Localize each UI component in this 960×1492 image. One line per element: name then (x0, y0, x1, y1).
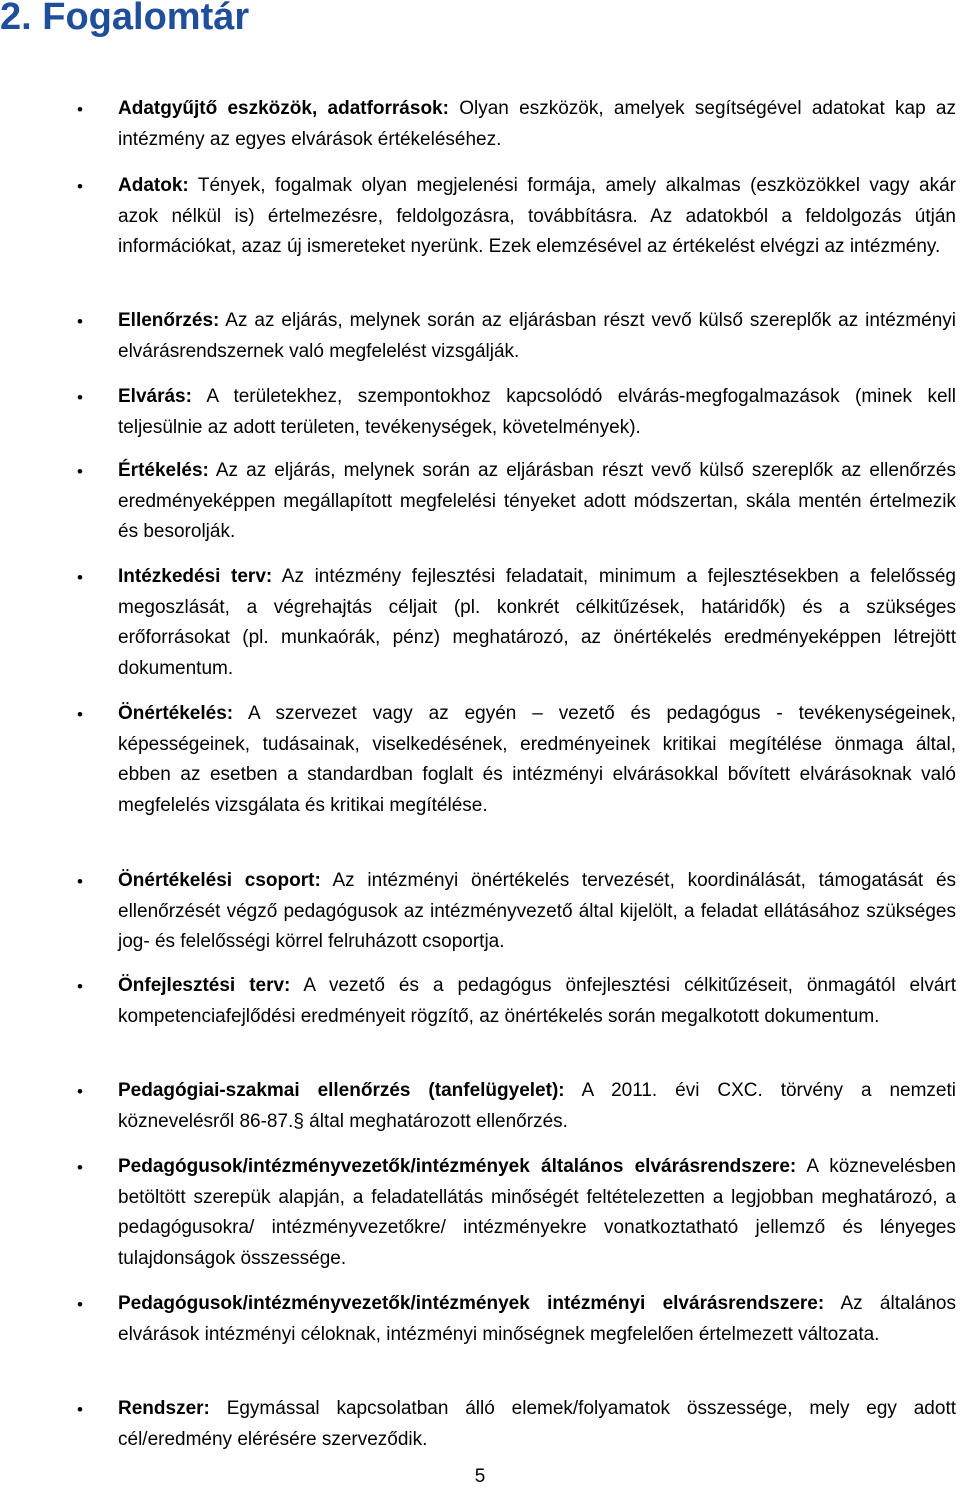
bullet-icon: • (77, 977, 83, 996)
glossary-term: Intézkedési terv: (118, 566, 273, 587)
glossary-entry (118, 866, 956, 958)
bullet-icon: • (77, 1158, 83, 1177)
glossary-term: Adatgyűjtő eszközök, adatforrások: (118, 98, 449, 119)
glossary-entry (118, 971, 956, 1032)
bullet-icon: • (77, 1400, 83, 1419)
glossary-entry (118, 306, 956, 367)
glossary-term: Önfejlesztési terv: (118, 975, 291, 996)
bullet-icon: • (77, 1295, 83, 1314)
glossary-entry (118, 1076, 956, 1137)
bullet-icon: • (77, 462, 83, 481)
glossary-term: Ellenőrzés: (118, 310, 220, 331)
glossary-definition: Az intézmény fejlesztési feladatait, minimum a fejlesztésekben a felelősség megoszlását, a végrehajtás céljait (pl. konkrét célkitűzések, határidők) és a szükséges erőforrásokat (pl. munkaórák, pénz) meghatározó, az önértékelés eredményeképpen létrejött dokumentum. (118, 566, 956, 679)
glossary-definition: Tények, fogalmak olyan megjelenési formája, amely alkalmas (eszközökkel vagy akár azok nélkül is) értelmezésre, feldolgozásra, továbbításra. Az adatokból a feldolgozás útján információkat, azaz új ismereteket nyerünk. Ezek elemzésével az értékelést elvégzi az intézmény. (118, 175, 956, 257)
glossary-term: Önértékelési csoport: (118, 870, 321, 891)
glossary-definition: A vezető és a pedagógus önfejlesztési célkitűzéseit, önmagától elvárt kompetenciafejlődési eredményeit rögzítő, az önértékelés során megalkotott dokumentum. (118, 975, 957, 1027)
glossary-definition: Az általános elvárások intézményi céloknak, intézményi minőségnek megfelelően értelmezett változata. (118, 1293, 956, 1345)
glossary-term: Adatok: (118, 175, 189, 196)
glossary-term: Pedagógiai-szakmai ellenőrzés (tanfelügyelet): (118, 1080, 565, 1101)
glossary-definition: Az az eljárás, melynek során az eljárásban részt vevő külső szereplők az intézményi elvárásrendszernek való megfelelést vizsgálják. (118, 310, 956, 362)
glossary-definition: Az az eljárás, melynek során az eljárásban részt vevő külső szereplők az ellenőrzés eredményeképpen megállapított megfelelési tényeket adott módszertan, skála mentén értelmezik és besorolják. (118, 460, 956, 542)
glossary-entry (118, 699, 956, 821)
glossary-term: Elvárás: (118, 386, 192, 407)
glossary-entry (118, 456, 956, 548)
glossary-entry (118, 1289, 956, 1350)
glossary-term: Rendszer: (118, 1398, 210, 1419)
glossary-definition: Az intézményi önértékelés tervezését, koordinálását, támogatását és ellenőrzését végző pedagógusok az intézményvezető által kijelölt, a feladat ellátásához szükséges jog- és felelősségi körrel felruházott csoportja. (118, 870, 957, 952)
glossary-entry (118, 382, 956, 443)
bullet-icon: • (77, 872, 83, 891)
bullet-icon: • (77, 705, 83, 724)
glossary-term: Értékelés: (118, 460, 209, 481)
section-heading: 2. Fogalomtár (0, 0, 250, 38)
bullet-icon: • (77, 177, 83, 196)
glossary-definition: A szervezet vagy az egyén – vezető és pedagógus - tevékenységeinek, képességeinek, tudásainak, viselkedésének, eredményeinek kritikai megítélése önmaga által, ebben az esetben a standardban foglalt és intézményi elvárásokkal bővített elvárásoknak való megfelelés vizsgálata és kritikai megítélése. (118, 703, 956, 816)
glossary-definition: Olyan eszközök, amelyek segítségével adatokat kap az intézmény az egyes elvárások értékeléséhez. (118, 98, 957, 150)
glossary-definition: Egymással kapcsolatban álló elemek/folyamatok összessége, mely egy adott cél/eredmény elérésére szerveződik. (118, 1398, 956, 1450)
glossary-term: Önértékelés: (118, 703, 234, 724)
glossary-term: Pedagógusok/intézményvezetők/intézmények intézményi elvárásrendszere: (118, 1293, 825, 1314)
bullet-icon: • (77, 1082, 83, 1101)
glossary-entry (118, 94, 956, 155)
bullet-icon: • (77, 568, 83, 587)
glossary-definition: A 2011. évi CXC. törvény a nemzeti köznevelésről 86-87.§ által meghatározott ellenőrzés. (118, 1080, 956, 1132)
glossary-entry (118, 171, 956, 263)
bullet-icon: • (77, 312, 83, 331)
glossary-entry (118, 1394, 956, 1455)
glossary-definition: A területekhez, szempontokhoz kapcsolódó elvárás-megfogalmazások (minek kell teljesülnie az adott területen, tevékenységek, követelmények). (118, 386, 956, 438)
page-number: 5 (474, 1466, 486, 1487)
bullet-icon: • (77, 100, 83, 119)
bullet-icon: • (77, 388, 83, 407)
glossary-entry (118, 562, 956, 684)
glossary-term: Pedagógusok/intézményvezetők/intézmények általános elvárásrendszere: (118, 1156, 797, 1177)
glossary-definition: A köznevelésben betöltött szerepük alapján, a feladatellátás minőségét feltételezetten a legjobban meghatározó, a pedagógusokra/ intézményvezetőkre/ intézményekre vonatkoztatható jellemző és lényeges tulajdonságok összessége. (118, 1156, 956, 1269)
glossary-entry (118, 1152, 956, 1274)
